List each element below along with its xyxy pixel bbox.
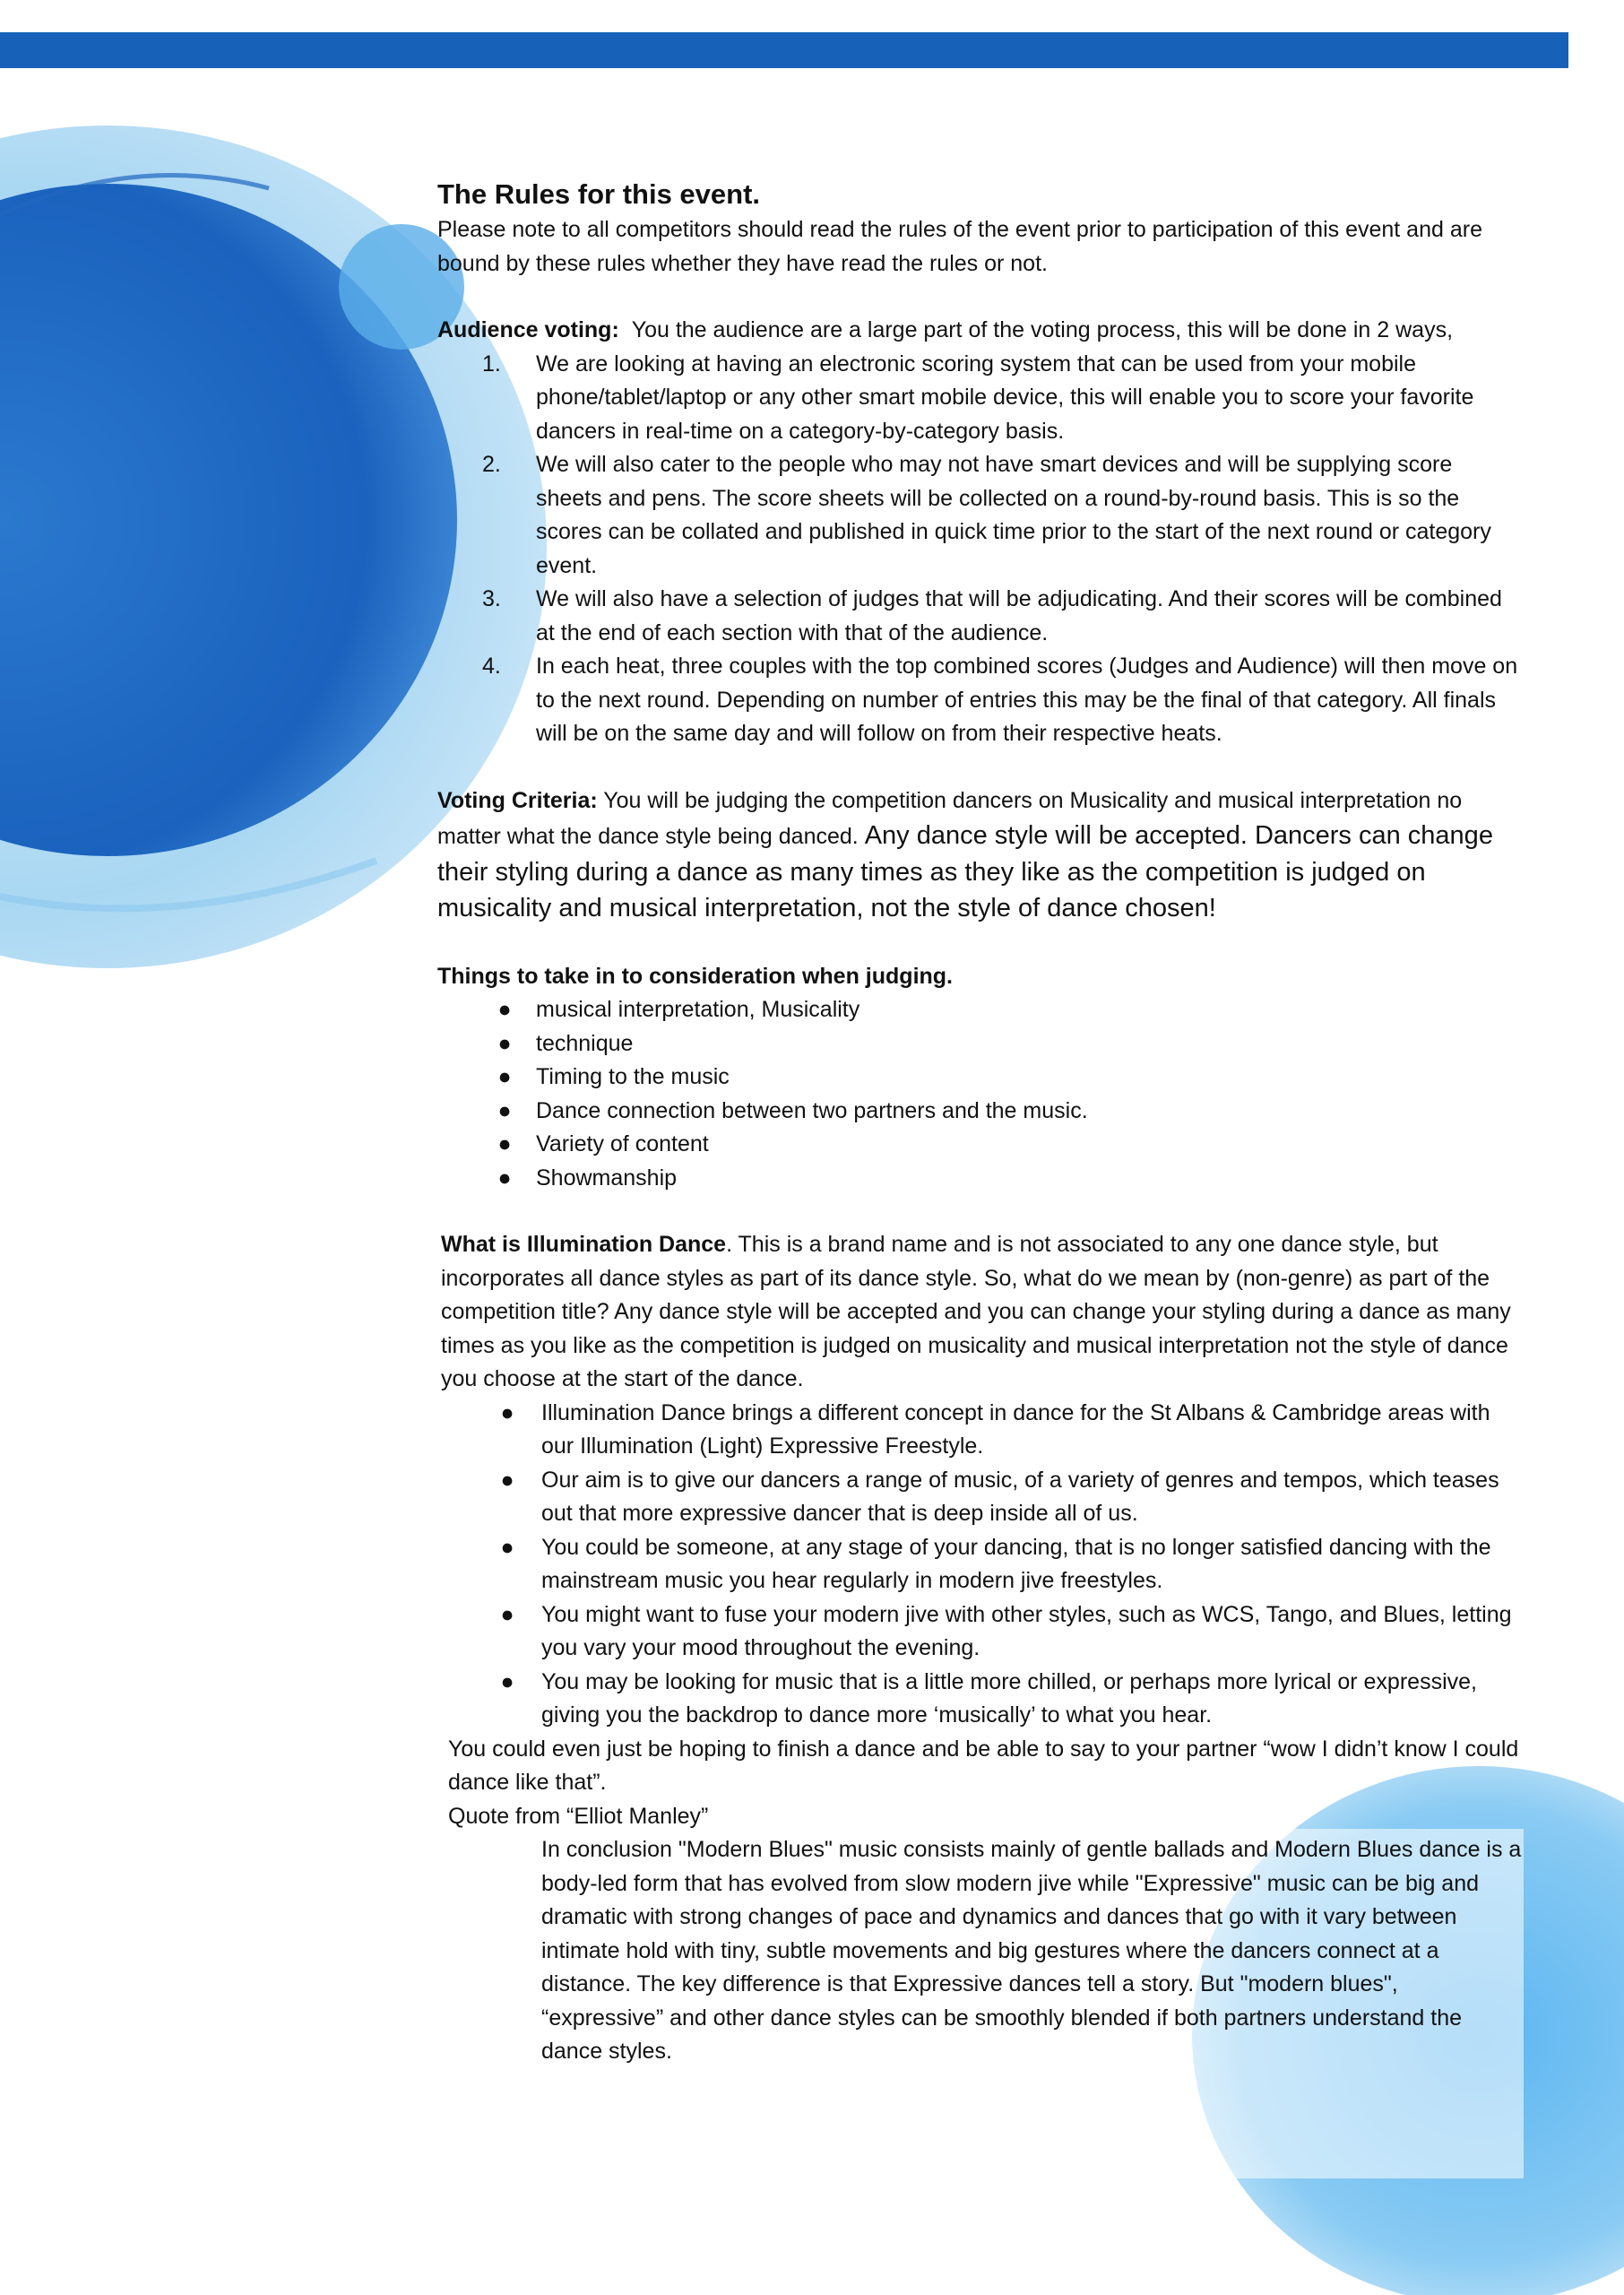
- bullet-icon: ●: [500, 1399, 514, 1425]
- list-item-text: You might want to fuse your modern jive with other styles, such as WCS, Tango, and Blues, letting you vary your mood throughout the evening.: [541, 1601, 1512, 1660]
- list-item-text: musical interpretation, Musicality: [536, 997, 860, 1022]
- voting-criteria-text: You will be judging the competition dancers on Musicality and musical interpretation no matter what the dance style being danced.: [437, 787, 1463, 849]
- illumination-list: [437, 1397, 1522, 1733]
- audience-voting-text: You the audience are a large part of the voting process, this will be done in 2 ways,: [631, 317, 1454, 342]
- list-number: 3.: [482, 586, 501, 611]
- considerations-list: [437, 993, 1522, 1195]
- list-item-text: Variety of content: [536, 1131, 709, 1156]
- list-item-text: Timing to the music: [536, 1064, 730, 1089]
- list-item: [437, 1464, 1522, 1531]
- bullet-icon: ●: [497, 1064, 512, 1089]
- list-item: [437, 993, 1522, 1027]
- list-item: [437, 448, 1522, 583]
- list-item: [437, 1666, 1522, 1733]
- illumination-text: . This is a brand name and is not associated to any one dance style, but incorporates all dance styles as part of its dance style. So, what do we mean by (non-genre) as part of the competition title? Any dance style will be accepted and you can change your styling during a dance as many times as you like as the competition is judged on musicality and musical interpretation not the style of dance you choose at the start of the dance.: [441, 1232, 1511, 1391]
- considerations-heading: [437, 960, 1522, 994]
- list-number: 2.: [482, 452, 501, 477]
- bullet-icon: ●: [500, 1467, 514, 1493]
- illumination-label: What is Illumination Dance: [441, 1232, 727, 1257]
- bullet-icon: ●: [497, 1131, 512, 1156]
- list-number: 4.: [482, 654, 501, 679]
- bullet-icon: ●: [500, 1534, 514, 1560]
- intro-paragraph: Please note to all competitors should read the rules of the event prior to participation of this event and are bound by these rules whether they have read the rules or not.: [437, 217, 1482, 276]
- bullet-icon: ●: [497, 1030, 512, 1056]
- rules-document: [437, 176, 1522, 2069]
- considerations-heading-text: Things to take in to consideration when judging.: [437, 963, 953, 989]
- list-item: [437, 1162, 1522, 1196]
- list-item: [437, 1095, 1522, 1129]
- voting-criteria-label: Voting Criteria:: [437, 787, 598, 813]
- audience-voting-label: Audience voting:: [437, 317, 619, 342]
- list-item-text: Showmanship: [536, 1165, 678, 1191]
- audience-voting-paragraph: [437, 314, 1522, 348]
- bullet-icon: ●: [497, 997, 512, 1022]
- list-item-text: You could be someone, at any stage of your dancing, that is no longer satisfied dancing with the mainstream music you hear regularly in modern jive freestyles.: [541, 1534, 1491, 1593]
- list-item-text: We are looking at having an electronic scoring system that can be used from your mobile phone/tablet/laptop or any other smart mobile device, this will enable you to score your favorite dancers in real-time on a category-by-category basis.: [536, 351, 1474, 444]
- list-item-text: You may be looking for music that is a little more chilled, or perhaps more lyrical or expressive, giving you the backdrop to dance more ‘musically’ to what you hear.: [541, 1668, 1477, 1728]
- list-item-text: In each heat, three couples with the top combined scores (Judges and Audience) will then move on to the next round. Depending on number of entries this may be the final of that category. All finals will be on the same day and will follow on from their respective heats.: [536, 654, 1518, 746]
- quote-block: In conclusion "Modern Blues" music consists mainly of gentle ballads and Modern Blues dance is a body-led form that has evolved from slow modern jive while "Expressive" music can be big and dramatic with strong changes of pace and dynamics and dances that go with it vary between intimate hold with tiny, subtle movements and big gestures where the dancers connect at a distance. The key difference is that Expressive dances tell a story. But "modern blues", “expressive” and other dance styles can be smoothly blended if both partners understand the dance styles.: [541, 1837, 1522, 2064]
- voting-criteria-text-large: Any dance style will be accepted. Dancers can change their styling during a dance as many times as they like as the competition is judged on musicality and musical interpretation, not the style of dance chosen!: [437, 821, 1493, 922]
- voting-criteria-paragraph: [437, 784, 1522, 927]
- list-item-text: technique: [536, 1030, 634, 1056]
- bullet-icon: ●: [500, 1668, 514, 1694]
- list-number: 1.: [482, 351, 501, 377]
- list-item-text: Our aim is to give our dancers a range of music, of a variety of genres and tempos, which teases out that more expressive dancer that is deep inside all of us.: [541, 1467, 1499, 1526]
- quote-attribution: Quote from “Elliot Manley”: [448, 1803, 709, 1829]
- illumination-paragraph: [441, 1228, 1522, 1397]
- list-item: [437, 1531, 1522, 1598]
- list-item: [437, 1397, 1522, 1464]
- bullet-icon: ●: [497, 1165, 512, 1191]
- list-item-text: We will also cater to the people who may not have smart devices and will be supplying score sheets and pens. The score sheets will be collected on a round-by-round basis. This is so the scores can be collated and published in quick time prior to the start of the next round or category event.: [536, 452, 1491, 578]
- list-item: [437, 348, 1522, 449]
- list-item: [437, 650, 1522, 751]
- list-item: [437, 1128, 1522, 1162]
- list-item: [437, 1027, 1522, 1061]
- audience-voting-list: [437, 348, 1522, 751]
- list-item: [437, 1598, 1522, 1666]
- list-item-text: Illumination Dance brings a different concept in dance for the St Albans & Cambridge areas with our Illumination (Light) Expressive Freestyle.: [541, 1399, 1490, 1459]
- list-item: [437, 1061, 1522, 1095]
- list-item: [437, 583, 1522, 650]
- list-item-text: We will also have a selection of judges that will be adjudicating. And their scores will be combined at the end of each section with that of the audience.: [536, 586, 1502, 645]
- bullet-icon: ●: [500, 1601, 514, 1627]
- outro-paragraph: You could even just be hoping to finish a dance and be able to say to your partner “wow I didn’t know I could dance like that”.: [448, 1736, 1519, 1795]
- bullet-icon: ●: [497, 1097, 512, 1123]
- page-title: The Rules for this event.: [437, 178, 761, 210]
- list-item-text: Dance connection between two partners and the music.: [536, 1097, 1088, 1123]
